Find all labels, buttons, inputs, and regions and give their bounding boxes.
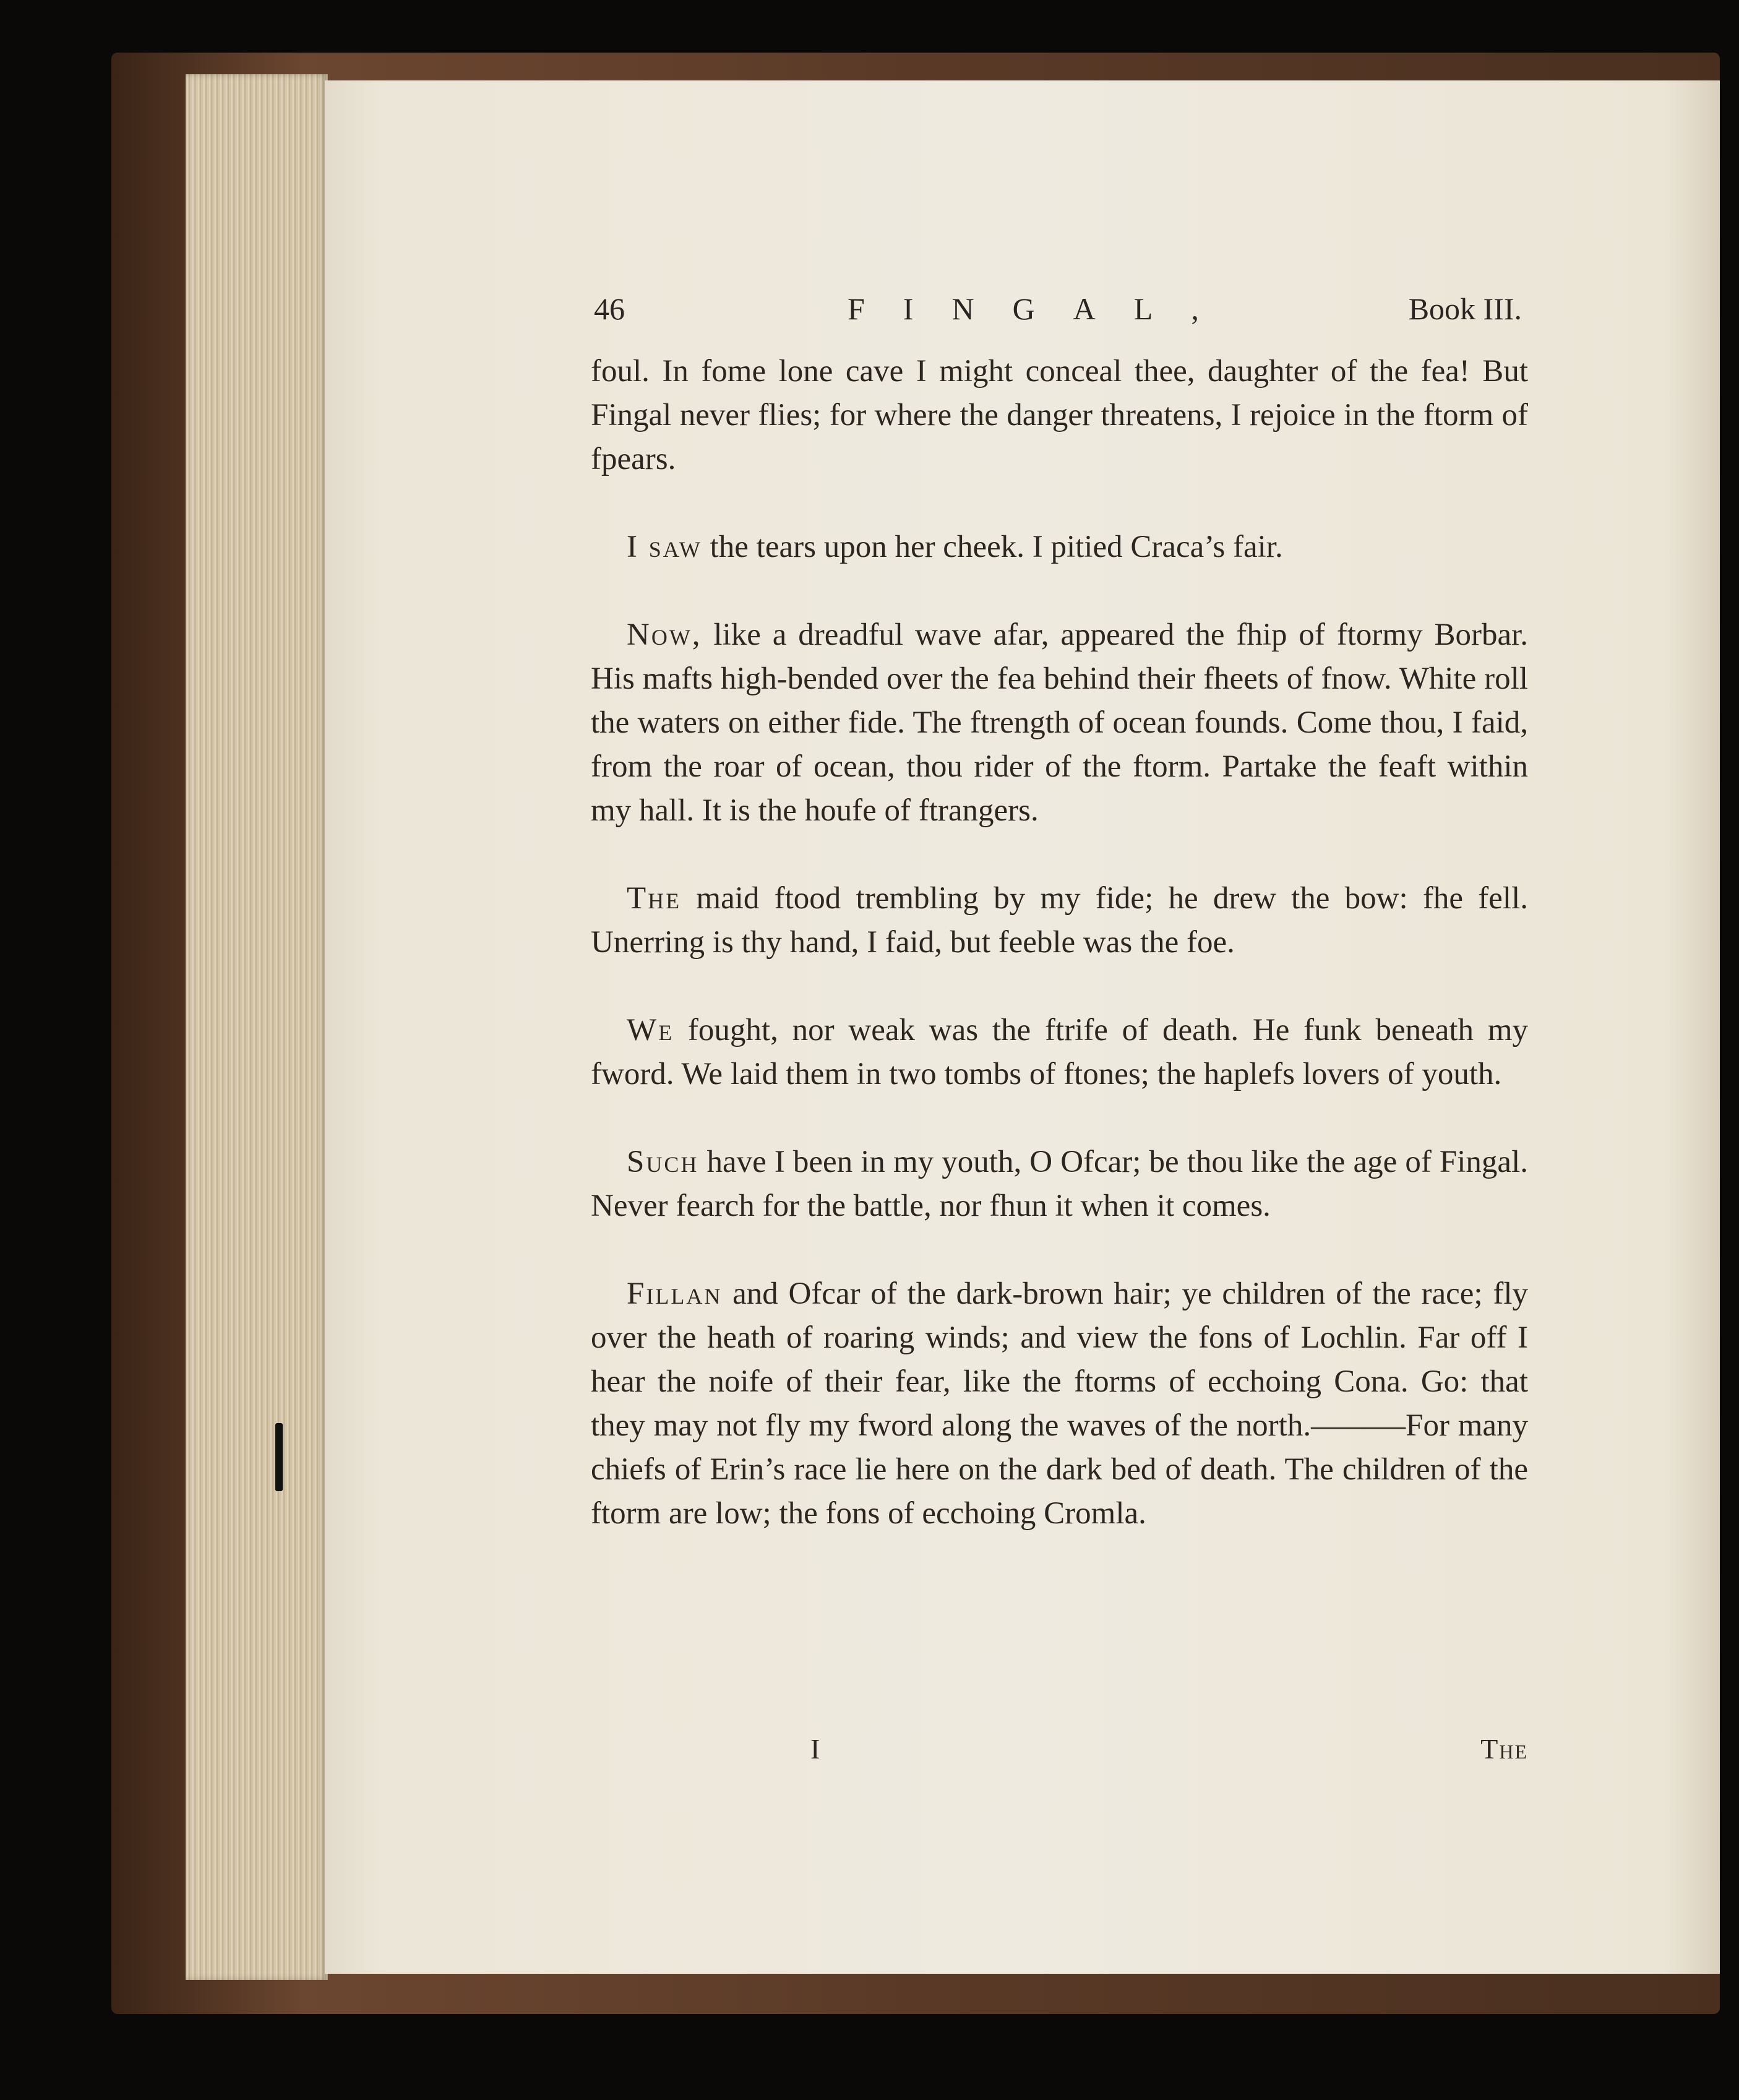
running-header bbox=[594, 291, 1522, 334]
paragraph: Now, like a dreadful wave afar, appeared the fhip of ftormy Borbar. His mafts high-bended over the fea behind their fheets of fnow. White roll the waters on either fide. The ftrength of ocean founds. Come thou, I faid, from the roar of ocean, thou rider of the ftorm. Partake the feaft within my hall. It is the houfe of ftrangers. bbox=[591, 618, 1528, 828]
paragraph: I saw the tears upon her cheek. I pitied Craca’s fair. bbox=[627, 530, 1283, 564]
page-footer bbox=[591, 1732, 1528, 1776]
paragraph: foul. In fome lone cave I might conceal thee, daughter of the fea! But Fingal never flies; for where the danger threatens, I rejoice in the ftorm of fpears. bbox=[591, 354, 1528, 476]
page-edges bbox=[186, 74, 328, 1980]
binding-clasp bbox=[275, 1423, 283, 1491]
page-body bbox=[591, 350, 1528, 1580]
paragraph: The maid ftood trembling by my fide; he drew the bow: fhe fell. Unerring is thy hand, I faid, but feeble was the foe. bbox=[591, 881, 1528, 960]
paragraph: Such have I been in my youth, O Ofcar; be thou like the age of Fingal. Never fearch for the battle, nor fhun it when it comes. bbox=[591, 1145, 1528, 1223]
running-title: FINGAL, bbox=[848, 291, 1237, 326]
page-number: 46 bbox=[594, 291, 625, 326]
book-label: Book III. bbox=[1408, 291, 1522, 326]
paragraph: We fought, nor weak was the ftrife of death. He funk beneath my fword. We laid them in two tombs of ftones; the haplefs lovers of youth. bbox=[591, 1013, 1528, 1091]
catchword: The bbox=[1480, 1733, 1528, 1765]
paragraph: Fillan and Ofcar of the dark-brown hair; ye children of the race; fly over the heath of roaring winds; and view the fons of Lochlin. Far off I hear the noife of their fear, like the ftorms of ecchoing Cona. Go: that they may not fly my fword along the waves of the north.———For many chiefs of Erin’s race lie here on the dark bed of death. The children of the ftorm are low; the fons of ecchoing Cromla. bbox=[591, 1276, 1528, 1531]
signature-mark: I bbox=[810, 1733, 820, 1765]
